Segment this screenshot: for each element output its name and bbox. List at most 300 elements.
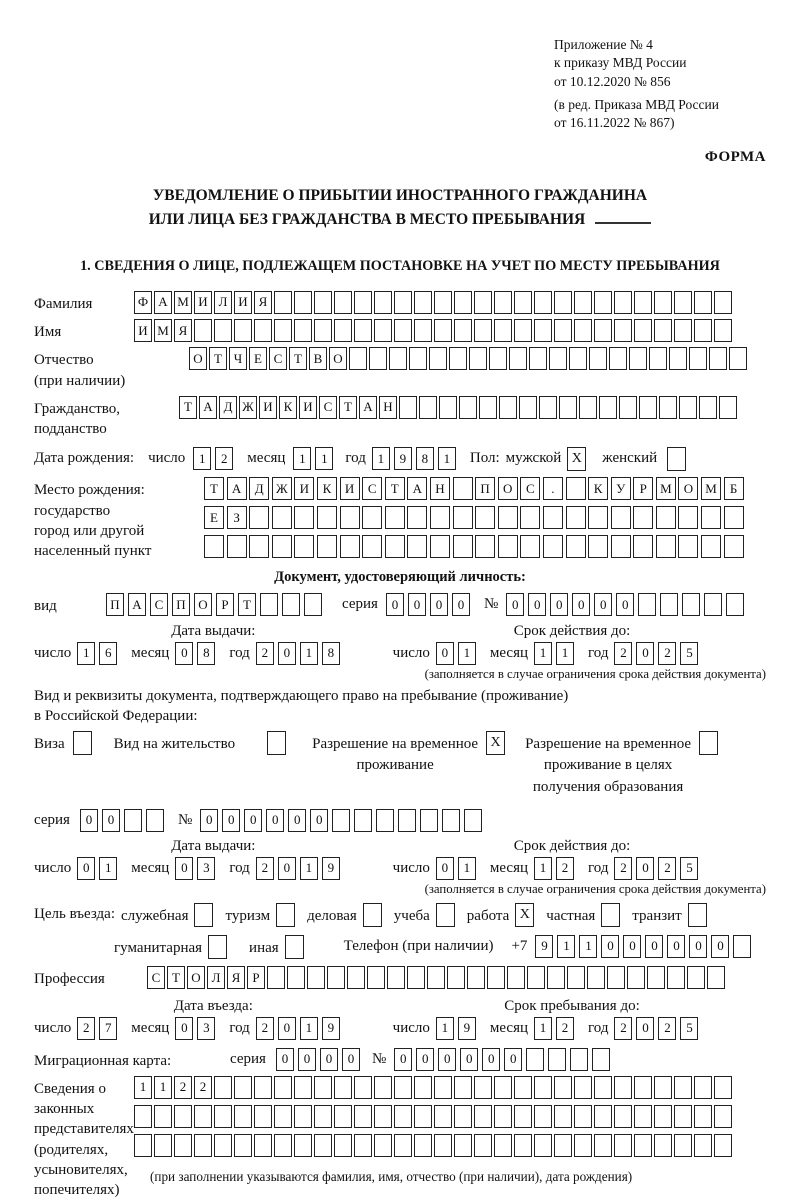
form-cell[interactable]: Л — [207, 966, 225, 989]
form-cell[interactable]: 0 — [506, 593, 524, 616]
form-cell[interactable] — [499, 396, 517, 419]
form-cell[interactable]: 1 — [300, 1017, 318, 1040]
form-cell[interactable] — [454, 1076, 472, 1099]
form-cell[interactable]: 8 — [416, 447, 434, 470]
form-cell[interactable] — [464, 809, 482, 832]
form-cell[interactable]: 1 — [300, 857, 318, 880]
form-cell[interactable] — [514, 1134, 532, 1157]
form-cell[interactable]: 0 — [244, 809, 262, 832]
form-cell[interactable] — [660, 593, 678, 616]
form-cell[interactable] — [317, 506, 337, 529]
form-cell[interactable] — [354, 1134, 372, 1157]
form-cell[interactable] — [534, 1076, 552, 1099]
form-cell[interactable] — [654, 319, 672, 342]
form-cell[interactable]: 0 — [436, 857, 454, 880]
form-cell[interactable]: 0 — [222, 809, 240, 832]
form-cell[interactable]: 0 — [689, 935, 707, 958]
form-cell[interactable] — [124, 809, 142, 832]
form-cell[interactable]: Н — [379, 396, 397, 419]
checkbox-temp-residence[interactable]: X — [486, 731, 505, 755]
form-cell[interactable]: 3 — [197, 1017, 215, 1040]
form-cell[interactable] — [385, 506, 405, 529]
form-cell[interactable] — [679, 396, 697, 419]
form-cell[interactable]: 1 — [315, 447, 333, 470]
form-cell[interactable]: 0 — [408, 593, 426, 616]
form-cell[interactable] — [509, 347, 527, 370]
form-cell[interactable] — [494, 291, 512, 314]
form-cell[interactable] — [434, 1105, 452, 1128]
form-cell[interactable]: 0 — [77, 857, 95, 880]
form-cell[interactable] — [709, 347, 727, 370]
form-cell[interactable] — [514, 319, 532, 342]
form-cell[interactable]: 0 — [175, 642, 193, 665]
form-cell[interactable] — [449, 347, 467, 370]
form-cell[interactable] — [674, 1134, 692, 1157]
form-cell[interactable] — [304, 593, 322, 616]
form-cell[interactable] — [554, 1105, 572, 1128]
form-cell[interactable] — [407, 535, 427, 558]
form-cell[interactable] — [394, 291, 412, 314]
form-cell[interactable] — [267, 966, 285, 989]
form-cell[interactable] — [714, 1076, 732, 1099]
form-cell[interactable] — [726, 593, 744, 616]
form-cell[interactable]: Я — [174, 319, 192, 342]
form-cell[interactable] — [234, 319, 252, 342]
form-cell[interactable] — [294, 291, 312, 314]
form-cell[interactable]: 1 — [300, 642, 318, 665]
form-cell[interactable] — [314, 1105, 332, 1128]
form-cell[interactable] — [649, 347, 667, 370]
form-cell[interactable]: А — [128, 593, 146, 616]
form-cell[interactable] — [214, 1134, 232, 1157]
form-cell[interactable] — [454, 1105, 472, 1128]
form-cell[interactable] — [194, 1105, 212, 1128]
form-cell[interactable] — [234, 1134, 252, 1157]
form-cell[interactable] — [678, 506, 698, 529]
form-cell[interactable] — [507, 966, 525, 989]
form-cell[interactable]: 0 — [320, 1048, 338, 1071]
form-cell[interactable]: С — [269, 347, 287, 370]
form-cell[interactable] — [714, 1134, 732, 1157]
form-cell[interactable] — [249, 506, 269, 529]
form-cell[interactable] — [294, 1134, 312, 1157]
form-cell[interactable] — [724, 506, 744, 529]
checkbox-temp-residence-education[interactable] — [699, 731, 718, 755]
form-cell[interactable]: Р — [633, 477, 653, 500]
form-cell[interactable] — [469, 347, 487, 370]
form-cell[interactable] — [719, 396, 737, 419]
form-cell[interactable] — [374, 1134, 392, 1157]
form-cell[interactable] — [474, 319, 492, 342]
form-cell[interactable] — [399, 396, 417, 419]
form-cell[interactable] — [442, 809, 460, 832]
form-cell[interactable] — [689, 347, 707, 370]
form-cell[interactable] — [611, 535, 631, 558]
form-cell[interactable]: 0 — [636, 1017, 654, 1040]
form-cell[interactable] — [588, 535, 608, 558]
form-cell[interactable] — [249, 535, 269, 558]
form-cell[interactable] — [619, 396, 637, 419]
form-cell[interactable] — [494, 1134, 512, 1157]
form-cell[interactable] — [611, 506, 631, 529]
form-cell[interactable] — [669, 347, 687, 370]
form-cell[interactable] — [667, 966, 685, 989]
form-cell[interactable] — [534, 319, 552, 342]
form-cell[interactable]: 0 — [550, 593, 568, 616]
form-cell[interactable] — [374, 291, 392, 314]
form-cell[interactable] — [227, 535, 247, 558]
form-cell[interactable] — [434, 319, 452, 342]
form-cell[interactable] — [332, 809, 350, 832]
form-cell[interactable] — [627, 966, 645, 989]
form-cell[interactable] — [434, 1134, 452, 1157]
form-cell[interactable] — [134, 1134, 152, 1157]
form-cell[interactable]: 2 — [256, 857, 274, 880]
form-cell[interactable]: Е — [249, 347, 267, 370]
form-cell[interactable] — [526, 1048, 544, 1071]
form-cell[interactable] — [374, 319, 392, 342]
form-cell[interactable] — [274, 1134, 292, 1157]
form-cell[interactable] — [694, 291, 712, 314]
form-cell[interactable]: 1 — [99, 857, 117, 880]
form-cell[interactable] — [714, 319, 732, 342]
checkbox-purpose-humanitarian[interactable] — [208, 935, 227, 959]
form-cell[interactable] — [409, 347, 427, 370]
form-cell[interactable]: М — [154, 319, 172, 342]
form-cell[interactable]: Ч — [229, 347, 247, 370]
form-cell[interactable] — [656, 535, 676, 558]
form-cell[interactable]: 2 — [658, 857, 676, 880]
form-cell[interactable]: М — [656, 477, 676, 500]
form-cell[interactable]: 3 — [197, 857, 215, 880]
form-cell[interactable] — [334, 291, 352, 314]
form-cell[interactable] — [659, 396, 677, 419]
form-cell[interactable] — [699, 396, 717, 419]
form-cell[interactable] — [134, 1105, 152, 1128]
form-cell[interactable]: С — [147, 966, 165, 989]
checkbox-purpose-other[interactable] — [285, 935, 304, 959]
form-cell[interactable] — [694, 319, 712, 342]
form-cell[interactable]: 9 — [535, 935, 553, 958]
form-cell[interactable] — [674, 1076, 692, 1099]
form-cell[interactable]: 9 — [322, 1017, 340, 1040]
form-cell[interactable]: П — [475, 477, 495, 500]
checkbox-purpose-tourism[interactable] — [276, 903, 295, 927]
form-cell[interactable] — [634, 1105, 652, 1128]
form-cell[interactable] — [407, 506, 427, 529]
form-cell[interactable]: 2 — [556, 1017, 574, 1040]
form-cell[interactable] — [354, 1105, 372, 1128]
form-cell[interactable] — [414, 319, 432, 342]
form-cell[interactable] — [204, 535, 224, 558]
form-cell[interactable] — [574, 1105, 592, 1128]
form-cell[interactable] — [394, 1076, 412, 1099]
form-cell[interactable] — [574, 1076, 592, 1099]
form-cell[interactable] — [307, 966, 325, 989]
form-cell[interactable] — [694, 1134, 712, 1157]
form-cell[interactable] — [494, 1076, 512, 1099]
form-cell[interactable]: Б — [724, 477, 744, 500]
form-cell[interactable]: 7 — [99, 1017, 117, 1040]
form-cell[interactable] — [146, 809, 164, 832]
form-cell[interactable]: 1 — [458, 857, 476, 880]
form-cell[interactable]: 1 — [534, 642, 552, 665]
form-cell[interactable] — [174, 1105, 192, 1128]
form-cell[interactable] — [340, 506, 360, 529]
form-cell[interactable] — [570, 1048, 588, 1071]
form-cell[interactable] — [574, 1134, 592, 1157]
form-cell[interactable]: 5 — [680, 1017, 698, 1040]
form-cell[interactable] — [334, 1076, 352, 1099]
form-cell[interactable] — [614, 319, 632, 342]
form-cell[interactable] — [566, 506, 586, 529]
form-cell[interactable]: 0 — [623, 935, 641, 958]
form-cell[interactable] — [376, 809, 394, 832]
form-cell[interactable]: 0 — [288, 809, 306, 832]
form-cell[interactable] — [439, 396, 457, 419]
form-cell[interactable] — [362, 506, 382, 529]
form-cell[interactable] — [654, 1134, 672, 1157]
form-cell[interactable] — [588, 506, 608, 529]
form-cell[interactable] — [287, 966, 305, 989]
form-cell[interactable]: 2 — [256, 1017, 274, 1040]
form-cell[interactable] — [566, 535, 586, 558]
form-cell[interactable]: 2 — [77, 1017, 95, 1040]
form-cell[interactable] — [274, 1076, 292, 1099]
form-cell[interactable]: 2 — [614, 857, 632, 880]
checkbox-purpose-study[interactable] — [436, 903, 455, 927]
form-cell[interactable] — [514, 1105, 532, 1128]
form-cell[interactable]: Р — [216, 593, 234, 616]
form-cell[interactable] — [559, 396, 577, 419]
form-cell[interactable] — [314, 319, 332, 342]
form-cell[interactable]: 0 — [394, 1048, 412, 1071]
form-cell[interactable]: 5 — [680, 642, 698, 665]
form-cell[interactable] — [447, 966, 465, 989]
form-cell[interactable] — [234, 1105, 252, 1128]
form-cell[interactable] — [520, 535, 540, 558]
form-cell[interactable] — [714, 1105, 732, 1128]
form-cell[interactable] — [634, 1076, 652, 1099]
form-cell[interactable] — [534, 1134, 552, 1157]
form-cell[interactable]: А — [227, 477, 247, 500]
form-cell[interactable] — [427, 966, 445, 989]
form-cell[interactable] — [367, 966, 385, 989]
form-cell[interactable] — [674, 319, 692, 342]
form-cell[interactable]: 0 — [594, 593, 612, 616]
form-cell[interactable]: Я — [254, 291, 272, 314]
form-cell[interactable] — [394, 1134, 412, 1157]
form-cell[interactable]: Д — [249, 477, 269, 500]
form-cell[interactable]: 2 — [194, 1076, 212, 1099]
form-cell[interactable]: Ж — [239, 396, 257, 419]
form-cell[interactable]: К — [588, 477, 608, 500]
form-cell[interactable]: А — [199, 396, 217, 419]
form-cell[interactable]: И — [259, 396, 277, 419]
checkbox-residence-permit[interactable] — [267, 731, 286, 755]
form-cell[interactable] — [701, 506, 721, 529]
form-cell[interactable]: 0 — [200, 809, 218, 832]
form-cell[interactable]: О — [498, 477, 518, 500]
form-cell[interactable]: 0 — [175, 857, 193, 880]
form-cell[interactable] — [154, 1105, 172, 1128]
form-cell[interactable] — [539, 396, 557, 419]
form-cell[interactable]: 0 — [572, 593, 590, 616]
form-cell[interactable]: К — [317, 477, 337, 500]
form-cell[interactable]: Т — [339, 396, 357, 419]
form-cell[interactable] — [574, 291, 592, 314]
form-cell[interactable]: О — [189, 347, 207, 370]
form-cell[interactable] — [520, 506, 540, 529]
form-cell[interactable]: 9 — [394, 447, 412, 470]
form-cell[interactable] — [394, 319, 412, 342]
form-cell[interactable] — [694, 1076, 712, 1099]
form-cell[interactable] — [194, 1134, 212, 1157]
form-cell[interactable] — [369, 347, 387, 370]
form-cell[interactable] — [498, 506, 518, 529]
form-cell[interactable] — [334, 1105, 352, 1128]
form-cell[interactable] — [475, 506, 495, 529]
form-cell[interactable]: 0 — [436, 642, 454, 665]
form-cell[interactable] — [334, 319, 352, 342]
form-cell[interactable] — [594, 1134, 612, 1157]
form-cell[interactable]: Т — [209, 347, 227, 370]
form-cell[interactable]: 0 — [667, 935, 685, 958]
form-cell[interactable] — [294, 1105, 312, 1128]
form-cell[interactable] — [454, 319, 472, 342]
form-cell[interactable] — [543, 506, 563, 529]
form-cell[interactable] — [398, 809, 416, 832]
form-cell[interactable]: Т — [289, 347, 307, 370]
form-cell[interactable] — [634, 319, 652, 342]
form-cell[interactable] — [294, 535, 314, 558]
form-cell[interactable] — [430, 535, 450, 558]
form-cell[interactable]: 0 — [616, 593, 634, 616]
form-cell[interactable]: С — [362, 477, 382, 500]
form-cell[interactable] — [479, 396, 497, 419]
form-cell[interactable] — [349, 347, 367, 370]
form-cell[interactable] — [347, 966, 365, 989]
form-cell[interactable]: О — [187, 966, 205, 989]
form-cell[interactable] — [274, 291, 292, 314]
form-cell[interactable]: 0 — [278, 1017, 296, 1040]
form-cell[interactable] — [654, 1105, 672, 1128]
form-cell[interactable] — [498, 535, 518, 558]
form-cell[interactable]: 1 — [458, 642, 476, 665]
form-cell[interactable]: Т — [238, 593, 256, 616]
form-cell[interactable] — [254, 1134, 272, 1157]
form-cell[interactable]: 0 — [276, 1048, 294, 1071]
form-cell[interactable] — [474, 291, 492, 314]
form-cell[interactable] — [724, 535, 744, 558]
form-cell[interactable]: 0 — [278, 857, 296, 880]
form-cell[interactable] — [429, 347, 447, 370]
form-cell[interactable] — [354, 809, 372, 832]
form-cell[interactable]: Т — [179, 396, 197, 419]
form-cell[interactable] — [594, 1076, 612, 1099]
form-cell[interactable]: 5 — [680, 857, 698, 880]
form-cell[interactable] — [489, 347, 507, 370]
form-cell[interactable]: 1 — [557, 935, 575, 958]
form-cell[interactable] — [569, 347, 587, 370]
checkbox-purpose-private[interactable] — [601, 903, 620, 927]
form-cell[interactable] — [474, 1105, 492, 1128]
form-cell[interactable] — [174, 1134, 192, 1157]
form-cell[interactable] — [638, 593, 656, 616]
form-cell[interactable]: О — [329, 347, 347, 370]
form-cell[interactable] — [654, 291, 672, 314]
form-cell[interactable] — [294, 1076, 312, 1099]
form-cell[interactable] — [374, 1105, 392, 1128]
form-cell[interactable] — [154, 1134, 172, 1157]
form-cell[interactable] — [194, 319, 212, 342]
form-cell[interactable]: С — [150, 593, 168, 616]
form-cell[interactable]: Д — [219, 396, 237, 419]
form-cell[interactable]: 9 — [322, 857, 340, 880]
form-cell[interactable] — [414, 291, 432, 314]
form-cell[interactable]: 0 — [645, 935, 663, 958]
form-cell[interactable]: 0 — [386, 593, 404, 616]
form-cell[interactable] — [454, 291, 472, 314]
form-cell[interactable]: 2 — [215, 447, 233, 470]
form-cell[interactable] — [614, 291, 632, 314]
form-cell[interactable]: 0 — [298, 1048, 316, 1071]
form-cell[interactable]: 1 — [556, 642, 574, 665]
form-cell[interactable]: И — [234, 291, 252, 314]
form-cell[interactable]: Я — [227, 966, 245, 989]
form-cell[interactable] — [214, 1105, 232, 1128]
form-cell[interactable] — [387, 966, 405, 989]
form-cell[interactable]: 0 — [266, 809, 284, 832]
form-cell[interactable] — [729, 347, 747, 370]
form-cell[interactable]: 0 — [460, 1048, 478, 1071]
form-cell[interactable] — [340, 535, 360, 558]
form-cell[interactable] — [494, 319, 512, 342]
form-cell[interactable]: Н — [430, 477, 450, 500]
form-cell[interactable]: 1 — [534, 857, 552, 880]
form-cell[interactable]: С — [520, 477, 540, 500]
checkbox-visa[interactable] — [73, 731, 92, 755]
form-cell[interactable]: Р — [247, 966, 265, 989]
form-cell[interactable] — [514, 1076, 532, 1099]
form-cell[interactable] — [314, 1134, 332, 1157]
form-cell[interactable]: 9 — [458, 1017, 476, 1040]
form-cell[interactable] — [354, 319, 372, 342]
form-cell[interactable]: 1 — [438, 447, 456, 470]
form-cell[interactable]: С — [319, 396, 337, 419]
form-cell[interactable] — [494, 1105, 512, 1128]
form-cell[interactable] — [234, 1076, 252, 1099]
form-cell[interactable]: О — [194, 593, 212, 616]
form-cell[interactable] — [594, 319, 612, 342]
form-cell[interactable] — [554, 291, 572, 314]
form-cell[interactable]: 0 — [416, 1048, 434, 1071]
form-cell[interactable]: Т — [204, 477, 224, 500]
form-cell[interactable]: И — [340, 477, 360, 500]
form-cell[interactable]: 2 — [556, 857, 574, 880]
form-cell[interactable] — [327, 966, 345, 989]
form-cell[interactable] — [534, 1105, 552, 1128]
form-cell[interactable] — [579, 396, 597, 419]
form-cell[interactable] — [314, 1076, 332, 1099]
form-cell[interactable]: 0 — [482, 1048, 500, 1071]
form-cell[interactable] — [529, 347, 547, 370]
form-cell[interactable] — [434, 1076, 452, 1099]
form-cell[interactable] — [334, 1134, 352, 1157]
form-cell[interactable]: 2 — [658, 1017, 676, 1040]
form-cell[interactable] — [474, 1076, 492, 1099]
form-cell[interactable] — [634, 1134, 652, 1157]
